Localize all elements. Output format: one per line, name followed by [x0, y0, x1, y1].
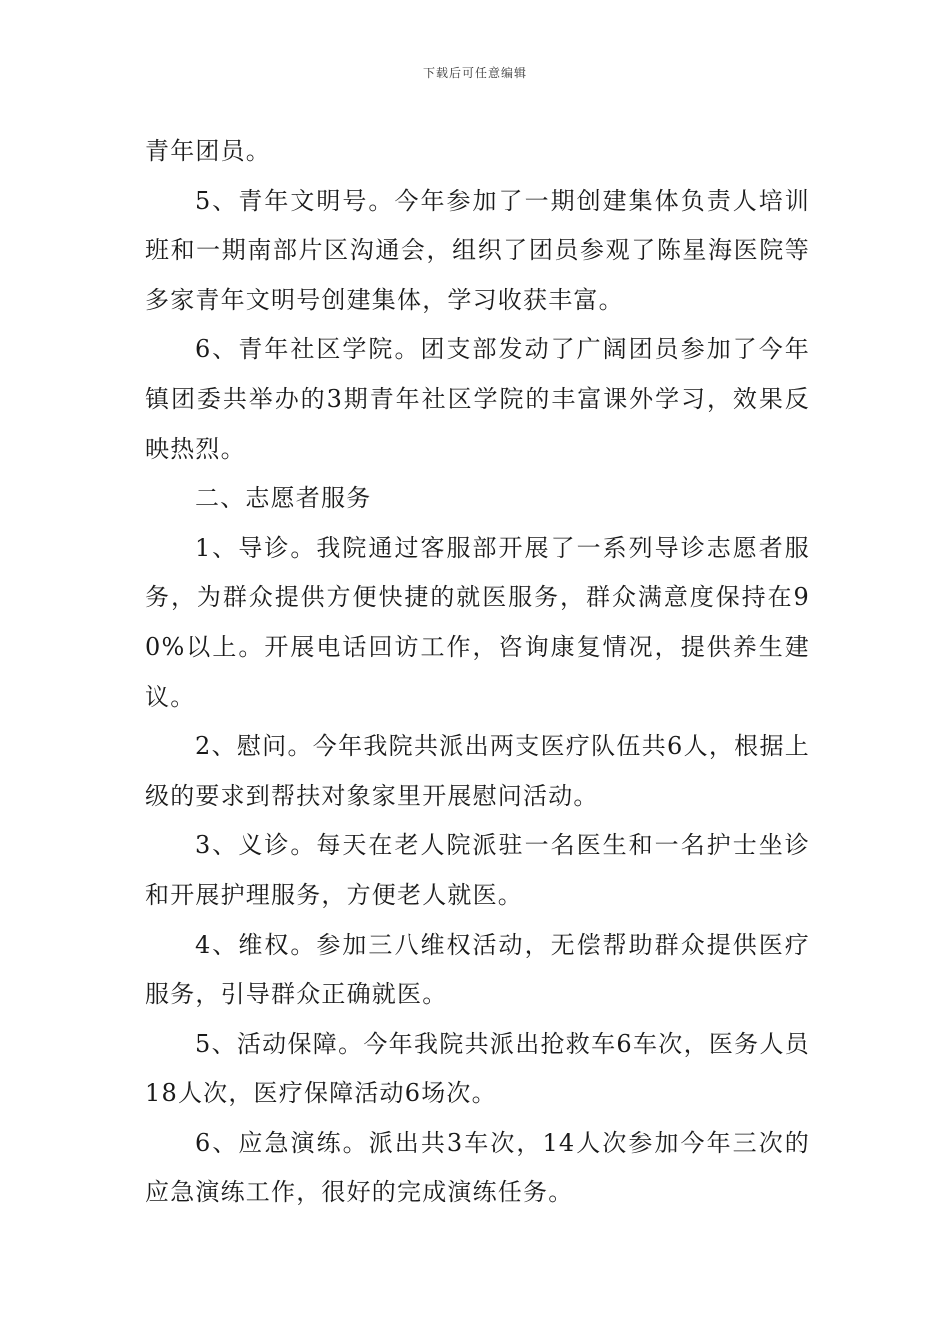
- paragraph-continuation: 青年团员。: [145, 137, 271, 165]
- paragraph-youth-civilization: 5、青年文明号。今年参加了一期创建集体负责人培训班和一期南部片区沟通会，组织了团员参观了陈星海医院等多家青年文明号创建集体，学习收获丰富。: [145, 186, 810, 314]
- page-header-note: 下载后可任意编辑: [422, 66, 527, 80]
- paragraph-free-clinic: 3、义诊。每天在老人院派驻一名医生和一名护士坐诊和开展护理服务，方便老人就医。: [145, 831, 810, 909]
- paragraph-event-support: 5、活动保障。今年我院共派出抢救车6车次，医务人员18人次，医疗保障活动6场次。: [145, 1029, 810, 1108]
- paragraph-guidance: 1、导诊。我院通过客服部开展了一系列导诊志愿者服务，为群众提供方便快捷的就医服务，群众满意度保持在90%以上。开展电话回访工作，咨询康复情况，提供养生建议。: [145, 533, 810, 711]
- paragraph-youth-community-college: 6、青年社区学院。团支部发动了广阔团员参加了今年镇团委共举办的3期青年社区学院的丰富课外学习，效果反映热烈。: [145, 335, 810, 463]
- paragraph-rights-protection: 4、维权。参加三八维权活动，无偿帮助群众提供医疗服务，引导群众正确就医。: [145, 930, 810, 1009]
- paragraph-condolence: 2、慰问。今年我院共派出两支医疗队伍共6人，根据上级的要求到帮扶对象家里开展慰问活动。: [145, 732, 810, 810]
- document-body: [145, 127, 810, 1218]
- paragraph-emergency-drill: 6、应急演练。派出共3车次，14人次参加今年三次的应急演练工作，很好的完成演练任务。: [145, 1128, 810, 1207]
- section-heading-volunteer-service: 二、志愿者服务: [195, 484, 372, 513]
